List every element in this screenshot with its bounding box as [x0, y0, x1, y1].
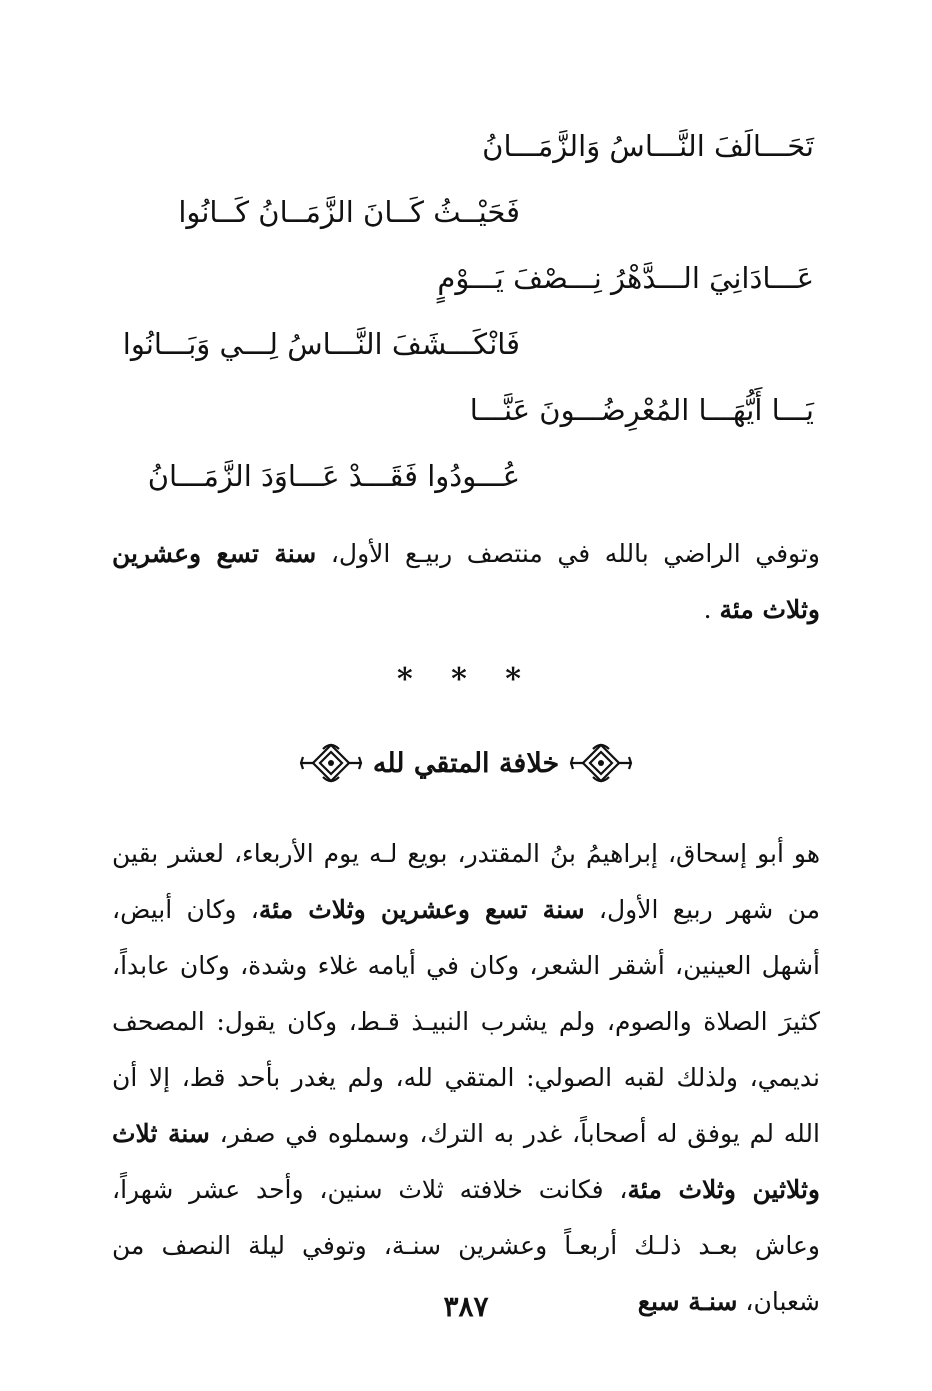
- biography-paragraph: [112, 826, 820, 1330]
- poem-verse: يَـــا أَيُّهَـــا المُعْرِضُـــونَ عَنَّـــا: [469, 393, 814, 427]
- body-text: هو أبو إسحاق، إبراهيمُ بنُ المقتدر، بويع لـه يوم الأربعاء، لعشر بقين من شهر ربيع الأول،: [112, 839, 820, 924]
- death-date: سنة تسع وعشرين وثلاث مئة: [112, 539, 820, 624]
- section-heading: [0, 738, 932, 788]
- poem-verse: تَحَـــالَفَ النَّـــاسُ وَالزَّمَـــانُ: [482, 129, 814, 163]
- body-date: سنة ثلاث وثلاثين وثلاث مئة: [112, 1119, 821, 1204]
- section-title: خلافة المتقي لله: [372, 747, 560, 779]
- death-text: وتوفي الراضي بالله في منتصف ربيـع الأول،: [316, 539, 820, 568]
- death-paragraph: [112, 526, 820, 638]
- body-text: ، وكان أبيض، أشهل العينين، أشقر الشعر، وكان في أيامه غلاء وشدة، وكان عابداً، كثيرَ الصلاة والصوم، ولم يشرب النبيـذ قـط، وكان يقول: المصحف نديمي، ولذلك لقبه الصولي: المتقي لله، ولم يغدر بأحد قط، إلا أن الله لم يوفق له أصحاباً، غدر به الترك، وسملوه في صفر،: [112, 895, 820, 1148]
- poem-verse: فَحَيْــثُ كَــانَ الزَّمَــانُ كَــانُوا: [178, 195, 520, 229]
- arabesque-ornament-icon: [569, 741, 633, 785]
- body-text: ، فكانت خلافته ثلاث سنين، وأحد عشر شهراً، وعاش بعـد ذلـك أربعـاً وعشرين سنـة، وتوفي ليلة النصف من شعبان،: [112, 1175, 820, 1316]
- body-date: سنة تسع وعشرين وثلاث مئة: [258, 895, 585, 924]
- page-number: ٣٨٧: [443, 1290, 489, 1323]
- arabesque-ornament-icon: [299, 741, 363, 785]
- body-date: سنـة سبع: [637, 1287, 738, 1316]
- poem-verse: فَانْكَـــشَفَ النَّـــاسُ لِـــي وَبَـــانُوا: [122, 327, 520, 361]
- poem-verse: عَـــادَانِيَ الـــدَّهْرُ نِـــصْفَ يَـــوْمٍ: [437, 261, 814, 295]
- poem-verse: عُـــودُوا فَقَـــدْ عَـــاوَدَ الزَّمَـــانُ: [147, 459, 520, 493]
- death-text-end: .: [703, 595, 720, 624]
- section-separator: * * *: [397, 662, 535, 697]
